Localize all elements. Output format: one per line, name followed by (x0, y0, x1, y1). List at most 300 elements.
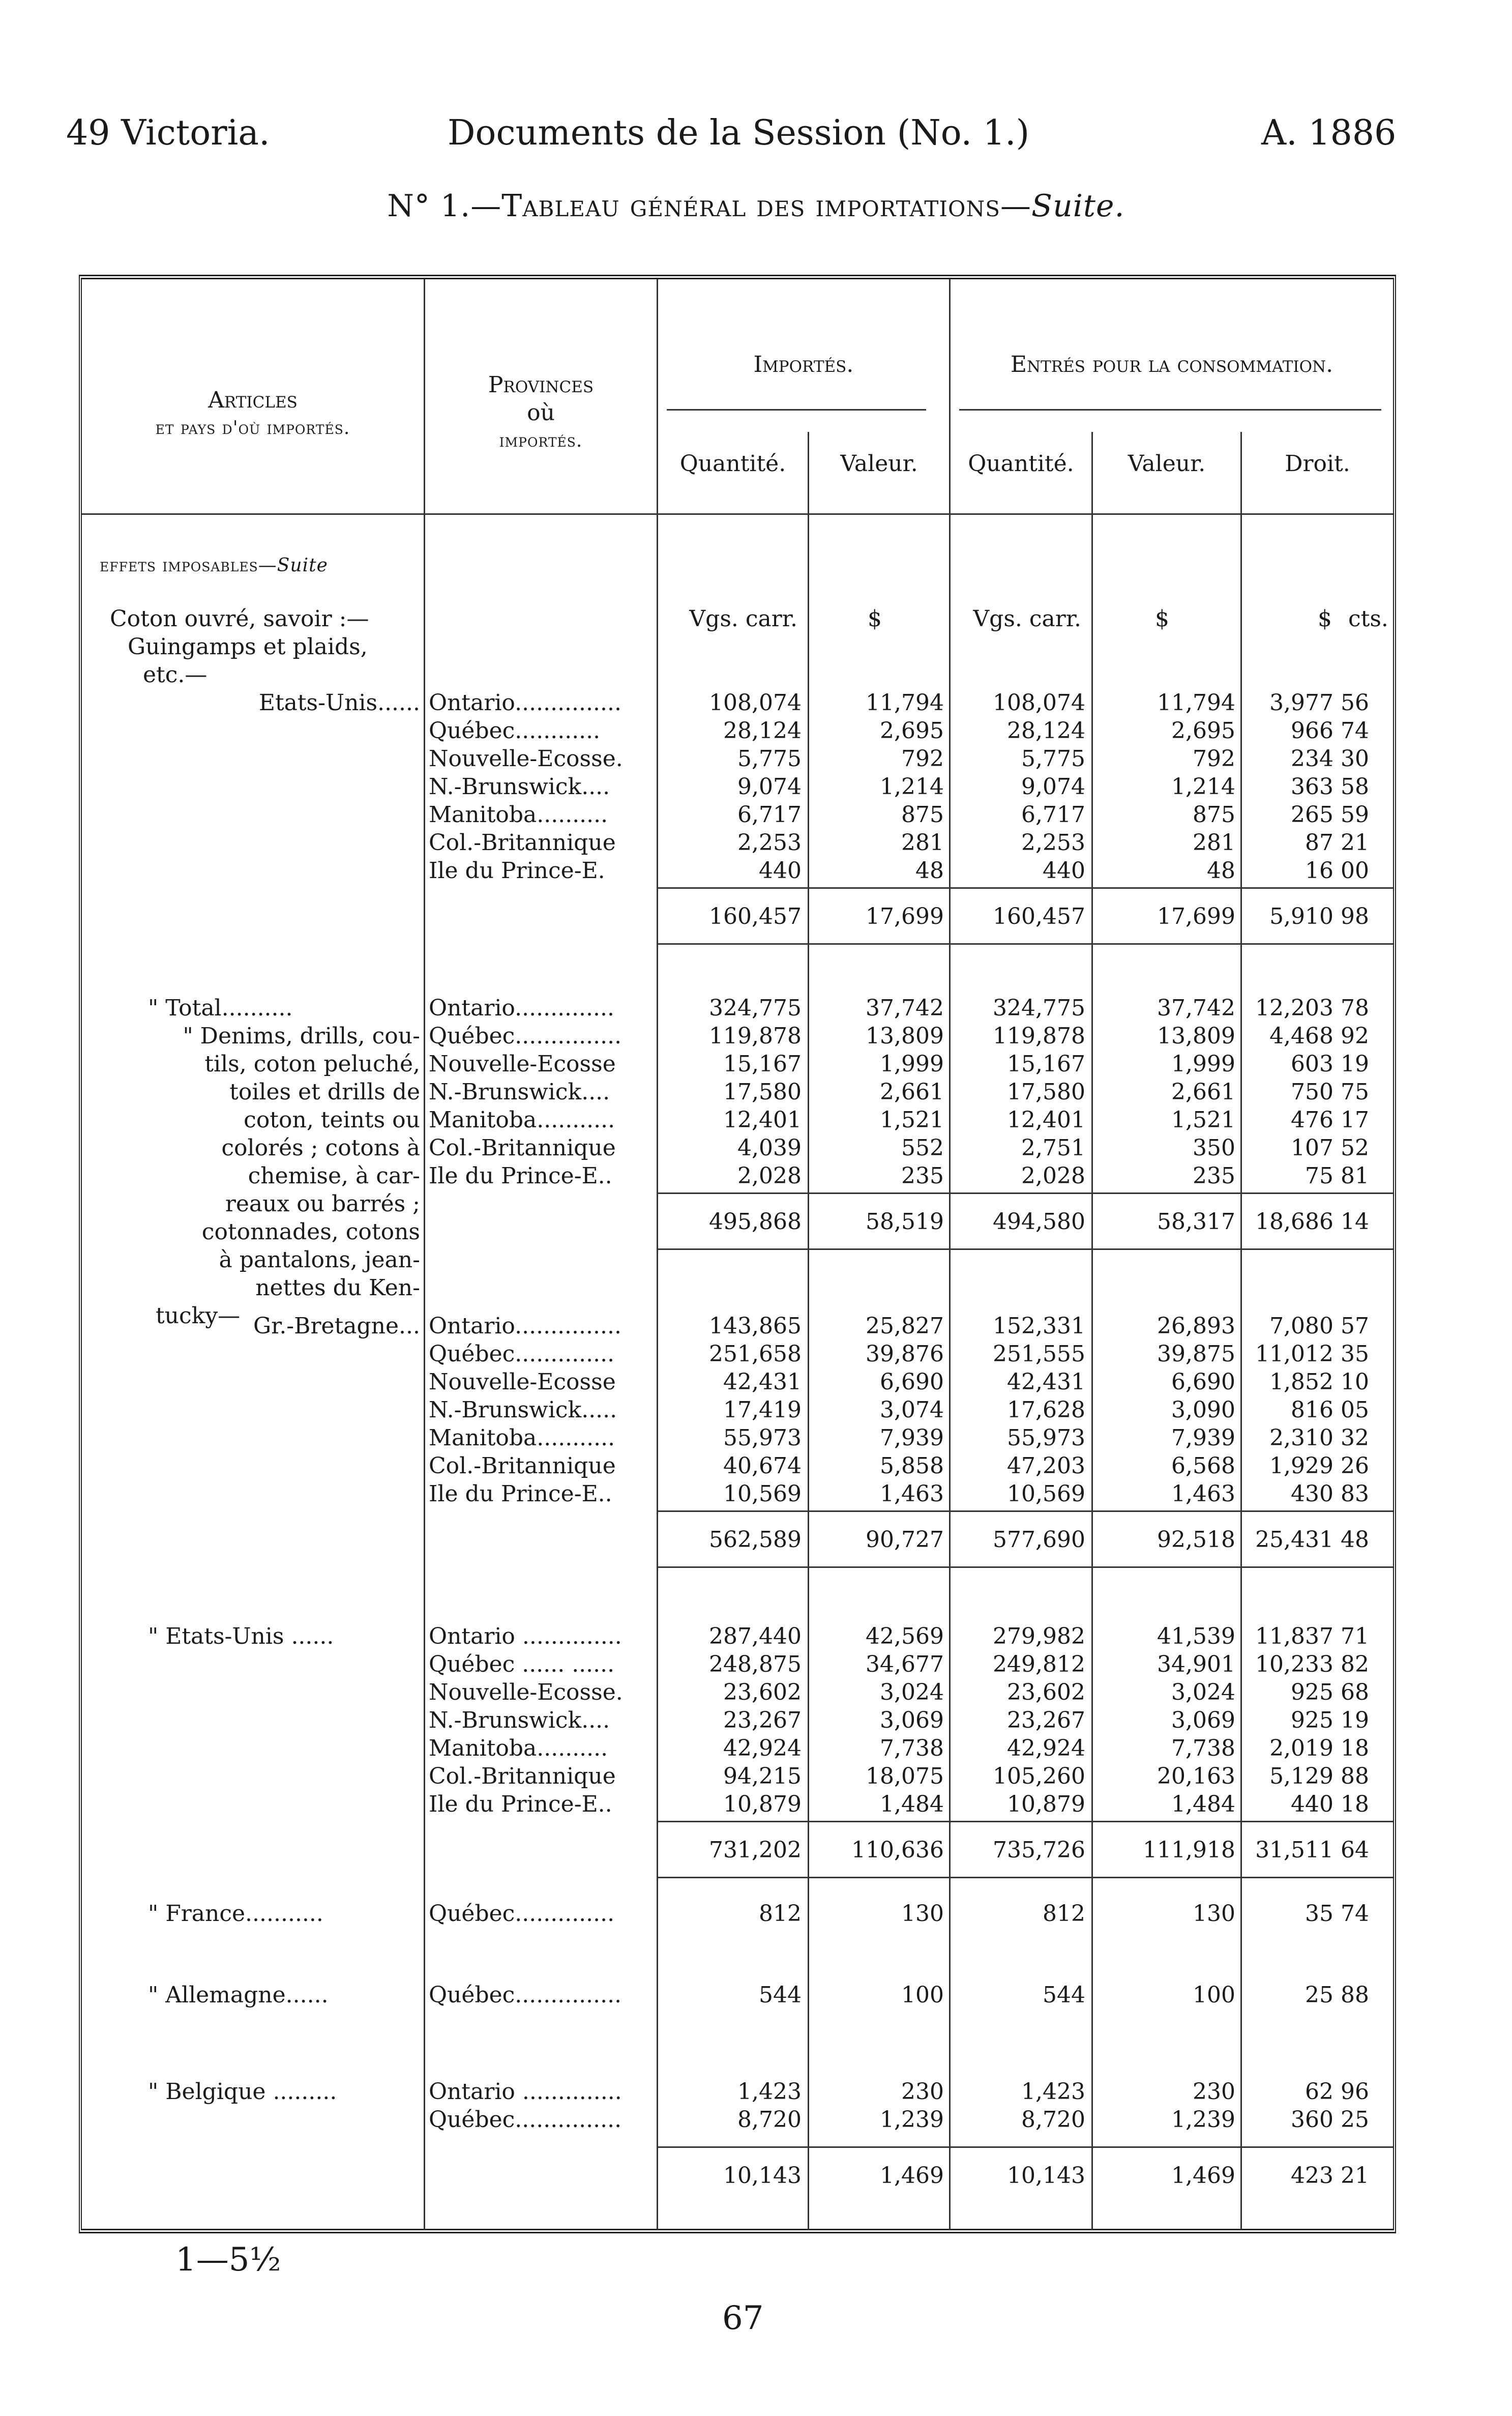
allemagne-province: Québec............... (429, 1982, 622, 2008)
cell: 7,939 (880, 1425, 944, 1451)
cell: 119,878 (709, 1023, 802, 1049)
cell: 87 21 (1305, 830, 1369, 856)
cell: 2,253 (737, 830, 802, 856)
group1-total-valeur: 17,699 (866, 904, 944, 929)
group2-quantite (658, 994, 802, 1190)
desc-line: tils, coton peluché, (204, 1051, 420, 1077)
france-valeur: 130 (901, 1901, 944, 1927)
province: N.-Brunswick.... (429, 1079, 610, 1105)
cell: 23,602 (723, 1679, 802, 1705)
desc-line: colorés ; cotons à (221, 1135, 420, 1161)
allemagne-valeur-2: 100 (1193, 1982, 1235, 2008)
cell: 7,738 (1171, 1735, 1235, 1761)
group1-droit (1242, 689, 1369, 885)
province: Ile du Prince-E.. (429, 1791, 612, 1817)
cell: 3,977 56 (1269, 690, 1369, 716)
import-table (79, 275, 1396, 2233)
province: Ontario.............. (429, 995, 614, 1021)
cell: 1,929 26 (1269, 1453, 1369, 1479)
col-header-entres: Entrés pour la consommation. (1010, 352, 1333, 377)
cell: 5,858 (880, 1453, 944, 1479)
cell: 875 (901, 802, 944, 828)
group4-valeur (809, 1622, 944, 1818)
group1-quantite (658, 689, 802, 885)
cell: 234 30 (1291, 746, 1369, 772)
col-header-provinces-ou: où (527, 400, 555, 426)
footer-signature-mark: 1—5½ (175, 2241, 281, 2279)
group2-total-droit: 18,686 14 (1255, 1209, 1369, 1235)
group3-total-valeur: 90,727 (866, 1527, 944, 1553)
group3-quantite-2 (951, 1312, 1085, 1508)
cell: 1,521 (880, 1107, 944, 1133)
cell: 108,074 (709, 690, 802, 716)
cell: 279,982 (993, 1623, 1085, 1649)
article-total: " Total.......... (148, 995, 293, 1021)
unit-valeur: $ (868, 606, 882, 632)
group3-valeur (809, 1312, 944, 1508)
unit-valeur-2: $ (1155, 606, 1169, 632)
cell: 925 19 (1291, 1707, 1369, 1733)
belgique-provinces (429, 2078, 622, 2134)
cell: 23,602 (1007, 1679, 1085, 1705)
col-header-droit: Droit. (1285, 451, 1350, 477)
country-etats-unis-2: " Etats-Unis ...... (148, 1623, 334, 1649)
cell: 13,809 (866, 1023, 944, 1049)
desc-line: toiles et drills de (229, 1079, 420, 1105)
group4-total-valeur: 110,636 (851, 1837, 944, 1863)
cell: 2,019 18 (1269, 1735, 1369, 1761)
cell: 816 05 (1291, 1397, 1369, 1423)
cell: 4,039 (737, 1135, 802, 1161)
subtotal-rule (658, 1566, 1393, 1568)
cell: 2,310 32 (1269, 1425, 1369, 1451)
province: Ile du Prince-E. (429, 858, 605, 884)
cell: 37,742 (1157, 995, 1235, 1021)
province: Manitoba.......... (429, 1735, 608, 1761)
group2-total-valeur: 58,519 (866, 1209, 944, 1235)
article-denims-description (82, 1022, 420, 1330)
col-divider (424, 279, 425, 2230)
cell: 2,661 (1171, 1079, 1235, 1105)
cell: 119,878 (993, 1023, 1085, 1049)
col-header-quantite: Quantité. (679, 451, 786, 477)
cell: 3,069 (880, 1707, 944, 1733)
col-header-articles-sub: et pays d'où importés. (155, 418, 350, 439)
cell: 248,875 (709, 1651, 802, 1677)
cell: 42,924 (1007, 1735, 1085, 1761)
article-coton-ouvre: Coton ouvré, savoir :— (110, 606, 369, 632)
country-allemagne: " Allemagne...... (148, 1982, 329, 2008)
cell: 5,775 (737, 746, 802, 772)
cell: 1,852 10 (1269, 1369, 1369, 1395)
belgique-total-valeur: 1,469 (880, 2163, 944, 2189)
col-header-importes: Importés. (753, 352, 854, 377)
subtotal-rule (658, 2146, 1393, 2148)
cell: 15,167 (1007, 1051, 1085, 1077)
cell: 42,431 (723, 1369, 802, 1395)
header-rule (667, 409, 926, 411)
cell: 552 (901, 1135, 944, 1161)
cell: 2,028 (1021, 1163, 1085, 1189)
group2-valeur-2 (1093, 994, 1235, 1190)
group3-droit (1242, 1312, 1369, 1508)
header-document-title: Documents de la Session (No. 1.) (448, 113, 1030, 153)
cell: 8,720 (1021, 2107, 1085, 2133)
province: Ile du Prince-E.. (429, 1481, 612, 1507)
cell: 23,267 (1007, 1707, 1085, 1733)
subtotal-rule (658, 943, 1393, 945)
cell: 1,999 (880, 1051, 944, 1077)
cell: 925 68 (1291, 1679, 1369, 1705)
title-main: Tableau général des importations— (501, 188, 1031, 224)
cell: 2,695 (1171, 718, 1235, 744)
group2-droit (1242, 994, 1369, 1190)
group1-total-quantite: 160,457 (709, 904, 802, 929)
cell: 3,024 (1171, 1679, 1235, 1705)
cell: 105,260 (993, 1763, 1085, 1789)
cell: 6,568 (1171, 1453, 1235, 1479)
province: Col.-Britannique (429, 1453, 616, 1479)
cell: 3,074 (880, 1397, 944, 1423)
cell: 1,463 (880, 1481, 944, 1507)
allemagne-quantite-2: 544 (1043, 1982, 1085, 2008)
cell: 1,423 (1021, 2079, 1085, 2105)
cell: 7,080 57 (1269, 1313, 1369, 1339)
cell: 10,569 (723, 1481, 802, 1507)
subtotal-rule (658, 1877, 1393, 1878)
group2-quantite-2 (951, 994, 1085, 1190)
cell: 3,024 (880, 1679, 944, 1705)
cell: 750 75 (1291, 1079, 1369, 1105)
cell: 2,751 (1021, 1135, 1085, 1161)
group2-total-quantite-2: 494,580 (993, 1209, 1085, 1235)
title-number: N° 1.— (387, 188, 502, 224)
group1-quantite-2 (951, 689, 1085, 885)
group4-total-valeur-2: 111,918 (1143, 1837, 1235, 1863)
france-quantite: 812 (759, 1901, 802, 1927)
cell: 10,233 82 (1255, 1651, 1369, 1677)
belgique-droit (1242, 2078, 1369, 2134)
cell: 39,875 (1157, 1341, 1235, 1367)
cell: 792 (1193, 746, 1235, 772)
cell: 265 59 (1291, 802, 1369, 828)
cell: 10,879 (1007, 1791, 1085, 1817)
cell: 1,214 (880, 774, 944, 800)
cell: 440 18 (1291, 1791, 1369, 1817)
cell: 281 (1193, 830, 1235, 856)
group4-provinces (429, 1622, 623, 1818)
cell: 17,580 (723, 1079, 802, 1105)
country-etats-unis: Etats-Unis...... (258, 690, 420, 716)
col-header-quantite-2: Quantité. (968, 451, 1074, 477)
cell: 281 (901, 830, 944, 856)
subtotal-rule (658, 1248, 1393, 1250)
belgique-total-droit: 423 21 (1291, 2163, 1369, 2189)
cell: 48 (915, 858, 944, 884)
cell: 34,901 (1157, 1651, 1235, 1677)
cell: 6,717 (1021, 802, 1085, 828)
province: Québec.............. (429, 1341, 615, 1367)
province: N.-Brunswick..... (429, 1397, 617, 1423)
cell: 1,463 (1171, 1481, 1235, 1507)
province: Nouvelle-Ecosse. (429, 746, 623, 772)
group3-provinces (429, 1312, 621, 1508)
france-valeur-2: 130 (1193, 1901, 1235, 1927)
group3-total-valeur-2: 92,518 (1157, 1527, 1235, 1553)
cell: 7,738 (880, 1735, 944, 1761)
province: Nouvelle-Ecosse. (429, 1679, 623, 1705)
desc-line: tucky— (156, 1303, 241, 1329)
cell: 143,865 (709, 1313, 802, 1339)
cell: 350 (1193, 1135, 1235, 1161)
group1-total-droit: 5,910 98 (1269, 904, 1369, 929)
group4-total-quantite: 731,202 (709, 1837, 802, 1863)
cell: 12,203 78 (1255, 995, 1369, 1021)
cell: 11,837 71 (1255, 1623, 1369, 1649)
cell: 42,924 (723, 1735, 802, 1761)
cell: 603 19 (1291, 1051, 1369, 1077)
country-gr-bretagne: Gr.-Bretagne... (253, 1313, 420, 1339)
cell: 28,124 (1007, 718, 1085, 744)
col-header-valeur-2: Valeur. (1128, 451, 1206, 477)
allemagne-valeur: 100 (901, 1982, 944, 2008)
cell: 235 (1193, 1163, 1235, 1189)
section-effets-imposables: effets imposables—Suite (100, 555, 328, 576)
province: Québec............... (429, 2107, 622, 2133)
province: Col.-Britannique (429, 1763, 616, 1789)
belgique-quantite (658, 2078, 802, 2134)
province: Québec............ (429, 718, 601, 744)
cell: 40,674 (723, 1453, 802, 1479)
col-header-provinces-importes: importés. (499, 430, 583, 451)
group2-valeur (809, 994, 944, 1190)
group3-quantite (658, 1312, 802, 1508)
cell: 15,167 (723, 1051, 802, 1077)
desc-line: chemise, à car- (248, 1163, 420, 1189)
province: Nouvelle-Ecosse (429, 1051, 616, 1077)
cell: 1,484 (1171, 1791, 1235, 1817)
cell: 9,074 (737, 774, 802, 800)
belgique-total-quantite: 10,143 (723, 2163, 802, 2189)
header-bottom-rule (82, 513, 1393, 515)
cell: 1,999 (1171, 1051, 1235, 1077)
group2-provinces (429, 994, 621, 1190)
belgique-total-valeur-2: 1,469 (1171, 2163, 1235, 2189)
desc-line: reaux ou barrés ; (225, 1191, 420, 1217)
group4-quantite-2 (951, 1622, 1085, 1818)
cell: 11,012 35 (1255, 1341, 1369, 1367)
group1-total-valeur-2: 17,699 (1157, 904, 1235, 929)
group4-total-quantite-2: 735,726 (993, 1837, 1085, 1863)
cell: 230 (901, 2079, 944, 2105)
col-header-articles: Articles (208, 387, 298, 413)
province: N.-Brunswick.... (429, 774, 610, 800)
cell: 94,215 (723, 1763, 802, 1789)
header-rule (959, 409, 1381, 411)
group3-total-quantite-2: 577,690 (993, 1527, 1085, 1553)
cell: 48 (1207, 858, 1235, 884)
cell: 11,794 (866, 690, 944, 716)
subtotal-rule (658, 1821, 1393, 1822)
unit-droit-dollar: $ (1318, 606, 1332, 632)
group4-quantite (658, 1622, 802, 1818)
belgique-total-quantite-2: 10,143 (1007, 2163, 1085, 2189)
cell: 6,690 (880, 1369, 944, 1395)
cell: 47,203 (1007, 1453, 1085, 1479)
province: Col.-Britannique (429, 830, 616, 856)
cell: 2,661 (880, 1079, 944, 1105)
header-year: A. 1886 (1261, 113, 1397, 153)
col-divider (949, 279, 951, 2230)
cell: 7,939 (1171, 1425, 1235, 1451)
cell: 6,717 (737, 802, 802, 828)
cell: 3,069 (1171, 1707, 1235, 1733)
cell: 6,690 (1171, 1369, 1235, 1395)
cell: 39,876 (866, 1341, 944, 1367)
cell: 287,440 (709, 1623, 802, 1649)
belgique-valeur-2 (1093, 2078, 1235, 2134)
country-belgique: " Belgique ......... (148, 2079, 337, 2105)
cell: 2,253 (1021, 830, 1085, 856)
province: Québec............... (429, 1023, 622, 1049)
col-header-provinces: Provinces (488, 372, 594, 398)
cell: 363 58 (1291, 774, 1369, 800)
cell: 1,239 (1171, 2107, 1235, 2133)
france-droit: 35 74 (1305, 1901, 1369, 1927)
unit-quantite-2: Vgs. carr. (973, 606, 1081, 632)
article-etc: etc.— (143, 662, 207, 688)
cell: 5,129 88 (1269, 1763, 1369, 1789)
cell: 1,423 (737, 2079, 802, 2105)
cell: 42,431 (1007, 1369, 1085, 1395)
cell: 28,124 (723, 718, 802, 744)
group3-total-quantite: 562,589 (709, 1527, 802, 1553)
cell: 18,075 (866, 1763, 944, 1789)
cell: 8,720 (737, 2107, 802, 2133)
desc-line: nettes du Ken- (255, 1275, 420, 1301)
cell: 108,074 (993, 690, 1085, 716)
province: Manitoba.......... (429, 802, 608, 828)
header-session-year: 49 Victoria. (66, 113, 270, 153)
cell: 4,468 92 (1269, 1023, 1369, 1049)
cell: 235 (901, 1163, 944, 1189)
group4-droit (1242, 1622, 1369, 1818)
unit-quantite: Vgs. carr. (689, 606, 797, 632)
desc-line: coton, teints ou (244, 1107, 420, 1133)
cell: 249,812 (993, 1651, 1085, 1677)
cell: 966 74 (1291, 718, 1369, 744)
group1-total-quantite-2: 160,457 (993, 904, 1085, 929)
cell: 875 (1193, 802, 1235, 828)
cell: 17,419 (723, 1397, 802, 1423)
province: Manitoba........... (429, 1425, 615, 1451)
cell: 11,794 (1157, 690, 1235, 716)
cell: 230 (1193, 2079, 1235, 2105)
cell: 430 83 (1291, 1481, 1369, 1507)
province: Québec ...... ...... (429, 1651, 615, 1677)
province: N.-Brunswick.... (429, 1707, 610, 1733)
unit-droit-cents: cts. (1348, 606, 1388, 632)
cell: 324,775 (709, 995, 802, 1021)
cell: 34,677 (866, 1651, 944, 1677)
cell: 10,569 (1007, 1481, 1085, 1507)
cell: 107 52 (1291, 1135, 1369, 1161)
table-title (0, 188, 1512, 224)
cell: 17,580 (1007, 1079, 1085, 1105)
province: Col.-Britannique (429, 1135, 616, 1161)
cell: 360 25 (1291, 2107, 1369, 2133)
group1-valeur (809, 689, 944, 885)
cell: 12,401 (1007, 1107, 1085, 1133)
group1-valeur-2 (1093, 689, 1235, 885)
province: Ile du Prince-E.. (429, 1163, 612, 1189)
cell: 324,775 (993, 995, 1085, 1021)
country-france: " France........... (148, 1901, 323, 1927)
belgique-quantite-2 (951, 2078, 1085, 2134)
cell: 440 (759, 858, 802, 884)
allemagne-droit: 25 88 (1305, 1982, 1369, 2008)
cell: 42,569 (866, 1623, 944, 1649)
belgique-valeur (809, 2078, 944, 2134)
cell: 5,775 (1021, 746, 1085, 772)
province: Ontario............... (429, 690, 621, 716)
cell: 251,658 (709, 1341, 802, 1367)
article-guingamps: Guingamps et plaids, (128, 634, 368, 660)
group4-valeur-2 (1093, 1622, 1235, 1818)
group3-valeur-2 (1093, 1312, 1235, 1508)
province: Ontario .............. (429, 2079, 622, 2105)
desc-line: " Denims, drills, cou- (183, 1023, 420, 1049)
cell: 12,401 (723, 1107, 802, 1133)
subtotal-rule (658, 1510, 1393, 1512)
province: Ontario............... (429, 1313, 621, 1339)
group3-total-droit: 25,431 48 (1255, 1527, 1369, 1553)
cell: 26,893 (1157, 1313, 1235, 1339)
subtotal-rule (658, 887, 1393, 889)
cell: 1,484 (880, 1791, 944, 1817)
group1-provinces (429, 689, 623, 885)
province: Nouvelle-Ecosse (429, 1369, 616, 1395)
cell: 20,163 (1157, 1763, 1235, 1789)
cell: 476 17 (1291, 1107, 1369, 1133)
cell: 1,521 (1171, 1107, 1235, 1133)
desc-line: cotonnades, cotons (201, 1219, 420, 1245)
cell: 2,695 (880, 718, 944, 744)
subtotal-rule (658, 1192, 1393, 1194)
cell: 152,331 (993, 1313, 1085, 1339)
group4-total-droit: 31,511 64 (1255, 1837, 1369, 1863)
cell: 1,214 (1171, 774, 1235, 800)
cell: 251,555 (993, 1341, 1085, 1367)
col-header-valeur: Valeur. (840, 451, 918, 477)
france-quantite-2: 812 (1043, 1901, 1085, 1927)
cell: 41,539 (1157, 1623, 1235, 1649)
title-suffix: Suite. (1031, 188, 1125, 224)
desc-line: à pantalons, jean- (219, 1247, 420, 1273)
cell: 62 96 (1305, 2079, 1369, 2105)
province: Manitoba........... (429, 1107, 615, 1133)
cell: 37,742 (866, 995, 944, 1021)
cell: 55,973 (1007, 1425, 1085, 1451)
cell: 792 (901, 746, 944, 772)
cell: 440 (1043, 858, 1085, 884)
col-divider (657, 279, 658, 2230)
cell: 17,628 (1007, 1397, 1085, 1423)
province: Ontario .............. (429, 1623, 622, 1649)
cell: 75 81 (1305, 1163, 1369, 1189)
cell: 9,074 (1021, 774, 1085, 800)
page-number: 67 (722, 2299, 764, 2337)
